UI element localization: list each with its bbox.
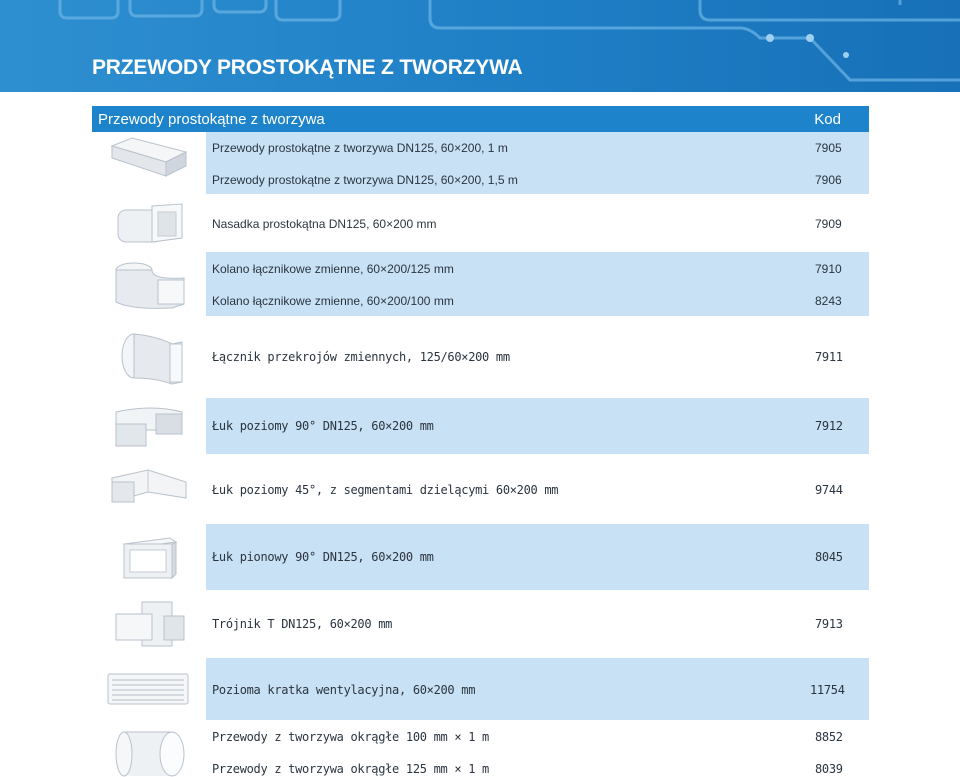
ventilation-grille-icon: [106, 672, 190, 706]
horizontal-bend-45-icon: [108, 466, 190, 510]
table-row-code: 8852: [815, 730, 843, 744]
table-header: [92, 106, 869, 132]
reducer-elbow-icon: [112, 258, 188, 314]
table-row-name: Kolano łącznikowe zmienne, 60×200/100 mm: [212, 294, 454, 308]
table-row-name: Przewody prostokątne z tworzywa DN125, 60×200, 1,5 m: [212, 173, 518, 187]
horizontal-bend-90-icon: [112, 404, 186, 450]
table-row-code: 7909: [815, 217, 842, 231]
table-row-name: Łuk poziomy 90° DN125, 60×200 mm: [212, 419, 434, 433]
table-row-code: 7910: [815, 262, 842, 276]
table-row-code: 8243: [815, 294, 842, 308]
table-row-name: Nasadka prostokątna DN125, 60×200 mm: [212, 217, 437, 231]
table-row-code: 9744: [815, 483, 843, 497]
table-row-name: Przewody z tworzywa okrągłe 125 mm × 1 m: [212, 762, 489, 776]
table-row-code: 7906: [815, 173, 842, 187]
rectangular-cap-icon: [112, 200, 186, 248]
page-banner: [0, 0, 960, 92]
table-row-code: 7913: [815, 617, 843, 631]
table-row-name: Łuk poziomy 45°, z segmentami dzielącymi 60×200 mm: [212, 483, 559, 497]
table-row-code: 8045: [815, 550, 843, 564]
straight-duct-icon: [108, 136, 188, 182]
table-row-code: 7905: [815, 141, 842, 155]
table-row-name: Kolano łącznikowe zmienne, 60×200/125 mm: [212, 262, 454, 276]
table-row-name: Pozioma kratka wentylacyjna, 60×200 mm: [212, 683, 476, 697]
table-row-code: 8039: [815, 762, 843, 776]
t-junction-icon: [112, 598, 188, 650]
table-row-code: 7911: [815, 350, 843, 364]
round-duct-icon: [112, 726, 188, 777]
page-title: PRZEWODY PROSTOKĄTNE Z TWORZYWA: [92, 56, 523, 79]
header-code: Kod: [814, 111, 841, 128]
table-row-name: Łącznik przekrojów zmiennych, 125/60×200 mm: [212, 350, 510, 364]
table-row-name: Łuk pionowy 90° DN125, 60×200 mm: [212, 550, 434, 564]
vertical-bend-90-icon: [120, 534, 180, 584]
table-row-code: 11754: [810, 683, 845, 697]
header-name: Przewody prostokątne z tworzywa: [98, 111, 325, 128]
table-row-name: Przewody z tworzywa okrągłe 100 mm × 1 m: [212, 730, 489, 744]
table-row-code: 7912: [815, 419, 843, 433]
section-adapter-icon: [112, 326, 186, 388]
table-row-name: Trójnik T DN125, 60×200 mm: [212, 617, 393, 631]
table-row-name: Przewody prostokątne z tworzywa DN125, 60×200, 1 m: [212, 141, 508, 155]
